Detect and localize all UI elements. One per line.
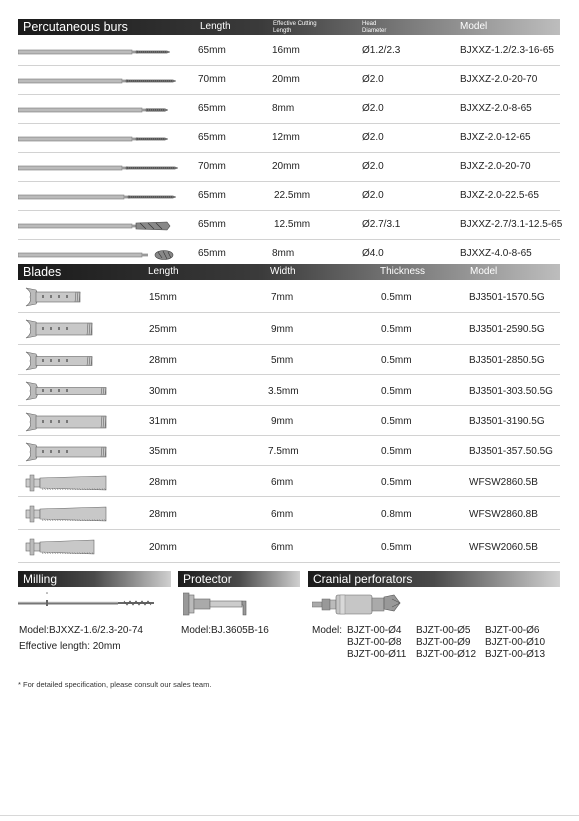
perforator-model: BJZT-00-Ø13 bbox=[485, 649, 546, 660]
burs-title: Percutaneous burs bbox=[23, 20, 128, 34]
blade-thickness: 0.5mm bbox=[381, 386, 412, 397]
bur-head-diameter: Ø2.0 bbox=[362, 161, 384, 172]
blade-thickness: 0.5mm bbox=[381, 446, 412, 457]
protector-header: Protector bbox=[178, 571, 300, 587]
blade-length: 28mm bbox=[149, 355, 177, 366]
perforator-model: BJZT-00-Ø11 bbox=[347, 649, 407, 660]
bur-image bbox=[18, 71, 178, 91]
footnote: * For detailed specification, please consult our sales team. bbox=[18, 680, 212, 689]
cranial-perforator-image bbox=[312, 589, 412, 621]
perforator-model: BJZT-00-Ø6 bbox=[485, 625, 540, 636]
burs-header-cutting: Effective Cutting Length bbox=[273, 21, 317, 34]
burs-header-length: Length bbox=[200, 21, 231, 32]
bur-row bbox=[18, 153, 560, 182]
bur-head-diameter: Ø2.7/3.1 bbox=[362, 219, 401, 230]
bur-image bbox=[18, 129, 178, 149]
blade-row bbox=[18, 530, 560, 563]
blade-model: WFSW2860.5B bbox=[469, 477, 538, 488]
blade-thickness: 0.5mm bbox=[381, 292, 412, 303]
blade-row bbox=[18, 497, 560, 530]
bur-head-diameter: Ø2.0 bbox=[362, 74, 384, 85]
blade-width: 6mm bbox=[271, 477, 294, 488]
blade-image bbox=[24, 316, 134, 342]
bur-image bbox=[18, 42, 178, 62]
bur-cutting-length: 12.5mm bbox=[274, 219, 311, 230]
blade-length: 20mm bbox=[149, 542, 177, 553]
blade-width: 7.5mm bbox=[268, 446, 299, 457]
milling-cutter-image bbox=[18, 590, 160, 612]
bur-row bbox=[18, 211, 563, 240]
blade-image bbox=[24, 533, 134, 559]
blade-thickness: 0.5mm bbox=[381, 477, 412, 488]
blade-image bbox=[24, 409, 134, 435]
blade-image bbox=[24, 348, 134, 374]
blade-thickness: 0.5mm bbox=[381, 355, 412, 366]
blade-model: BJ3501-3190.5G bbox=[469, 416, 545, 427]
bur-image bbox=[18, 100, 178, 120]
perforator-model: BJZT-00-Ø12 bbox=[416, 649, 477, 660]
bur-cutting-length: 22.5mm bbox=[274, 190, 311, 201]
blade-model: BJ3501-2590.5G bbox=[469, 324, 545, 335]
perforators-model-label: Model: bbox=[312, 625, 343, 636]
bur-model: BJXZ-2.0-12-65 bbox=[460, 132, 531, 143]
perforator-model: BJZT-00-Ø5 bbox=[416, 625, 471, 636]
blade-width: 6mm bbox=[271, 542, 294, 553]
blade-width: 9mm bbox=[271, 324, 294, 335]
bur-image bbox=[18, 245, 178, 265]
blades-header-width: Width bbox=[270, 266, 296, 277]
bur-length: 65mm bbox=[198, 219, 226, 230]
bur-length: 65mm bbox=[198, 45, 226, 56]
blade-model: BJ3501-1570.5G bbox=[469, 292, 545, 303]
blade-image bbox=[24, 284, 134, 310]
blade-width: 7mm bbox=[271, 292, 294, 303]
bur-model: BJXXZ-1.2/2.3-16-65 bbox=[460, 45, 554, 56]
blade-thickness: 0.8mm bbox=[381, 509, 412, 520]
bur-cutting-length: 8mm bbox=[272, 248, 295, 259]
bur-row bbox=[18, 182, 560, 211]
perforator-model: BJZT-00-Ø10 bbox=[485, 637, 546, 648]
protector-image bbox=[183, 591, 253, 623]
bur-length: 65mm bbox=[198, 132, 226, 143]
bur-row bbox=[18, 95, 560, 124]
blades-title: Blades bbox=[23, 265, 62, 279]
blade-row bbox=[18, 406, 560, 436]
blade-image bbox=[24, 378, 134, 404]
blade-length: 30mm bbox=[149, 386, 177, 397]
blades-header-thickness: Thickness bbox=[380, 266, 426, 277]
blade-length: 35mm bbox=[149, 446, 177, 457]
bur-head-diameter: Ø2.0 bbox=[362, 132, 384, 143]
blade-length: 31mm bbox=[149, 416, 177, 427]
blades-header bbox=[18, 264, 560, 280]
bur-head-diameter: Ø2.0 bbox=[362, 190, 384, 201]
bur-model: BJXZ-2.0-20-70 bbox=[460, 161, 531, 172]
blade-row bbox=[18, 345, 560, 375]
blade-model: BJ3501-357.50.5G bbox=[469, 446, 553, 457]
bur-model: BJXXZ-2.7/3.1-12.5-65 bbox=[460, 219, 563, 230]
blade-width: 9mm bbox=[271, 416, 294, 427]
blade-length: 28mm bbox=[149, 477, 177, 488]
bur-model: BJXXZ-2.0-8-65 bbox=[460, 103, 532, 114]
bur-image bbox=[18, 187, 178, 207]
burs-header-diameter: Head Diameter bbox=[362, 21, 387, 34]
bur-cutting-length: 20mm bbox=[272, 74, 300, 85]
blade-row bbox=[18, 313, 560, 345]
blade-model: BJ3501-303.50.5G bbox=[469, 386, 553, 397]
bur-cutting-length: 12mm bbox=[272, 132, 300, 143]
milling-effective-length: Effective length: 20mm bbox=[19, 641, 121, 652]
perforator-model: BJZT-00-Ø4 bbox=[347, 625, 402, 636]
blade-model: BJ3501-2850.5G bbox=[469, 355, 545, 366]
page-bottom-divider bbox=[0, 815, 579, 816]
bur-image bbox=[18, 158, 178, 178]
bur-length: 65mm bbox=[198, 248, 226, 259]
bur-length: 65mm bbox=[198, 103, 226, 114]
milling-header: Milling bbox=[18, 571, 171, 587]
blade-width: 5mm bbox=[271, 355, 294, 366]
blades-header-length: Length bbox=[148, 266, 179, 277]
blade-thickness: 0.5mm bbox=[381, 542, 412, 553]
bur-image bbox=[18, 216, 178, 236]
burs-header-model: Model bbox=[460, 21, 488, 32]
blade-width: 3.5mm bbox=[268, 386, 299, 397]
burs-header bbox=[18, 19, 560, 35]
blade-row bbox=[18, 466, 560, 497]
blade-row bbox=[18, 281, 560, 313]
bur-cutting-length: 8mm bbox=[272, 103, 295, 114]
bur-head-diameter: Ø2.0 bbox=[362, 103, 384, 114]
protector-model: Model:BJ.3605B-16 bbox=[181, 625, 269, 636]
bur-model: BJXXZ-4.0-8-65 bbox=[460, 248, 532, 259]
blade-image bbox=[24, 500, 134, 526]
blade-model: WFSW2860.8B bbox=[469, 509, 538, 520]
blade-length: 15mm bbox=[149, 292, 177, 303]
blade-length: 25mm bbox=[149, 324, 177, 335]
blade-image bbox=[24, 469, 134, 495]
bur-cutting-length: 16mm bbox=[272, 45, 300, 56]
perforator-model: BJZT-00-Ø9 bbox=[416, 637, 471, 648]
bur-cutting-length: 20mm bbox=[272, 161, 300, 172]
perforator-model: BJZT-00-Ø8 bbox=[347, 637, 402, 648]
blade-model: WFSW2060.5B bbox=[469, 542, 538, 553]
blade-length: 28mm bbox=[149, 509, 177, 520]
blade-thickness: 0.5mm bbox=[381, 324, 412, 335]
blade-row bbox=[18, 436, 560, 466]
bur-head-diameter: Ø4.0 bbox=[362, 248, 384, 259]
bur-length: 65mm bbox=[198, 190, 226, 201]
blades-header-model: Model bbox=[470, 266, 498, 277]
bur-row bbox=[18, 66, 560, 95]
bur-row bbox=[18, 37, 560, 66]
bur-head-diameter: Ø1.2/2.3 bbox=[362, 45, 401, 56]
bur-length: 70mm bbox=[198, 74, 226, 85]
blade-image bbox=[24, 439, 134, 465]
perforators-header: Cranial perforators bbox=[308, 571, 560, 587]
bur-row bbox=[18, 124, 560, 153]
bur-model: BJXZ-2.0-22.5-65 bbox=[460, 190, 539, 201]
bur-length: 70mm bbox=[198, 161, 226, 172]
blade-width: 6mm bbox=[271, 509, 294, 520]
blade-thickness: 0.5mm bbox=[381, 416, 412, 427]
bur-model: BJXXZ-2.0-20-70 bbox=[460, 74, 538, 85]
milling-model: Model:BJXXZ-1.6/2.3-20-74 bbox=[19, 625, 143, 636]
blade-row bbox=[18, 375, 560, 406]
